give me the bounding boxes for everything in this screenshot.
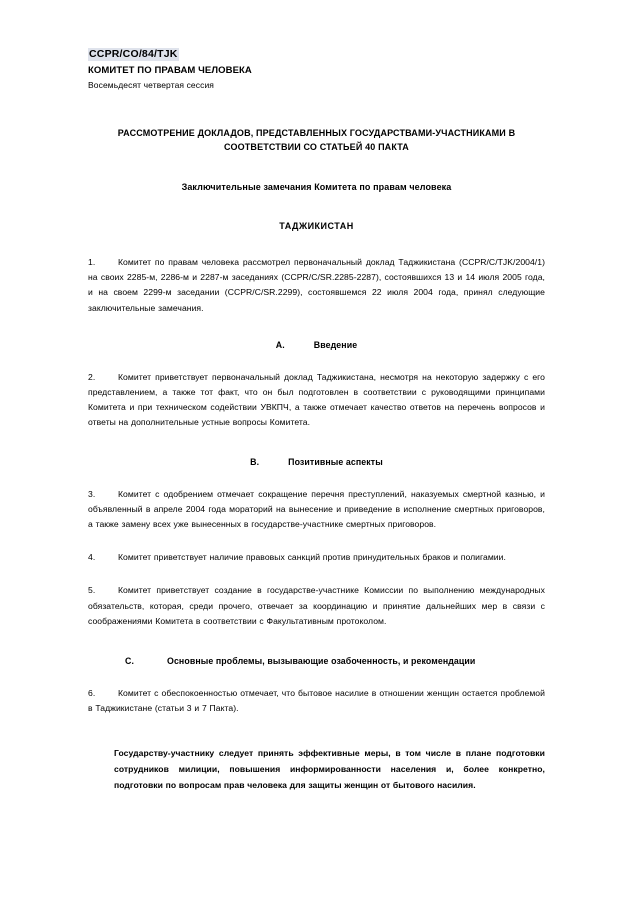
- paragraph-text: Комитет приветствует наличие правовых санкций против принудительных браков и полигамии.: [118, 552, 506, 563]
- document-header: [88, 44, 545, 91]
- paragraph-number: 6.: [88, 688, 96, 699]
- paragraph-number: 3.: [88, 488, 96, 499]
- session-label: Восемьдесят четвертая сессия: [88, 80, 215, 90]
- paragraph-6: [88, 686, 545, 716]
- title-block: [88, 126, 545, 233]
- page-title: РАССМОТРЕНИЕ ДОКЛАДОВ, ПРЕДСТАВЛЕННЫХ ГОСУДАРСТВАМИ-УЧАСТНИКАМИ В СООТВЕТСТВИИ СО СТАТЬЕЙ 40 ПАКТА: [117, 128, 516, 152]
- section-heading-b: [88, 455, 545, 469]
- paragraph-text: Комитет по правам человека рассмотрел первоначальный доклад Таджикистана (CCPR/C/TJK/2004/1) на своих 2285-м, 2286-м и 2287-м заседаниях (CCPR/C/SR.2285-2287), состоявшихся 13 и 14 июля 2005 года, и на своем 2299-м заседании (CCPR/C/SR.2299), состоявшемся 22 июля 2004 года, принял следующие заключительные замечания.: [88, 257, 545, 313]
- section-letter: C.: [125, 656, 134, 667]
- paragraph-number: 2.: [88, 371, 96, 382]
- paragraph-3: [88, 487, 545, 533]
- paragraph-number: 1.: [88, 257, 96, 267]
- paragraph-4: [88, 550, 545, 565]
- document-symbol: CCPR/CO/84/TJK: [89, 48, 178, 60]
- committee-name: КОМИТЕТ ПО ПРАВАМ ЧЕЛОВЕКА: [88, 65, 252, 76]
- paragraph-number: 5.: [88, 585, 96, 596]
- paragraph-text: Комитет с обеспокоенностью отмечает, что бытовое насилие в отношении женщин остается проблемой в Таджикистане (статьи 3 и 7 Пакта).: [88, 688, 545, 714]
- paragraph-number: 4.: [88, 552, 96, 563]
- section-label: Основные проблемы, вызывающие озабоченность, и рекомендации: [167, 656, 476, 667]
- paragraph-text: Комитет приветствует создание в государстве-участнике Комиссии по выполнению международных обязательств, которая, среди прочего, отвечает за координацию и принятие дальнейших мер в связи с соображениями Комитета в соответствии с Факультативным протоколом.: [88, 585, 545, 626]
- spacer: [88, 647, 545, 654]
- section-heading-a: [88, 338, 545, 352]
- spacer: [88, 734, 545, 746]
- section-heading-c: [88, 654, 545, 668]
- country-name: ТАДЖИКИСТАН: [279, 221, 354, 231]
- paragraph-2: [88, 370, 545, 431]
- recommendation-paragraph: Государству-участнику следует принять эффективные меры, в том числе в плане подготовки сотрудников милиции, повышения информированности населения и, более конкретно, подготовки по вопросам прав человека для защиты женщин от бытового насилия.: [114, 748, 545, 790]
- paragraph-text: Комитет с одобрением отмечает сокращение перечня преступлений, наказуемых смертной казнью, и объявленный в апреле 2004 года мораторий на вынесение и приведение в исполнение смертных приговоров, а также замену всех уже вынесенных в государстве-участнике смертных приговоров.: [88, 488, 545, 530]
- section-label: Введение: [313, 339, 358, 350]
- document-subtitle: Заключительные замечания Комитета по правам человека: [181, 182, 452, 192]
- section-letter: A.: [275, 339, 285, 350]
- paragraph-text: Комитет приветствует первоначальный доклад Таджикистана, несмотря на некоторую задержку с его представлением, а также тот факт, что он был подготовлен в соответствии с руководящими принципами Комитета и при техническом содействии УВКПЧ, а также отмечает качество ответов на перечень вопросов и ответы на дополнительные устные вопросы Комитета.: [88, 371, 545, 428]
- section-letter: B.: [250, 456, 260, 467]
- section-label: Позитивные аспекты: [288, 456, 383, 467]
- paragraph-1: [88, 255, 545, 316]
- paragraph-5: [88, 583, 545, 629]
- document-body: [88, 255, 545, 793]
